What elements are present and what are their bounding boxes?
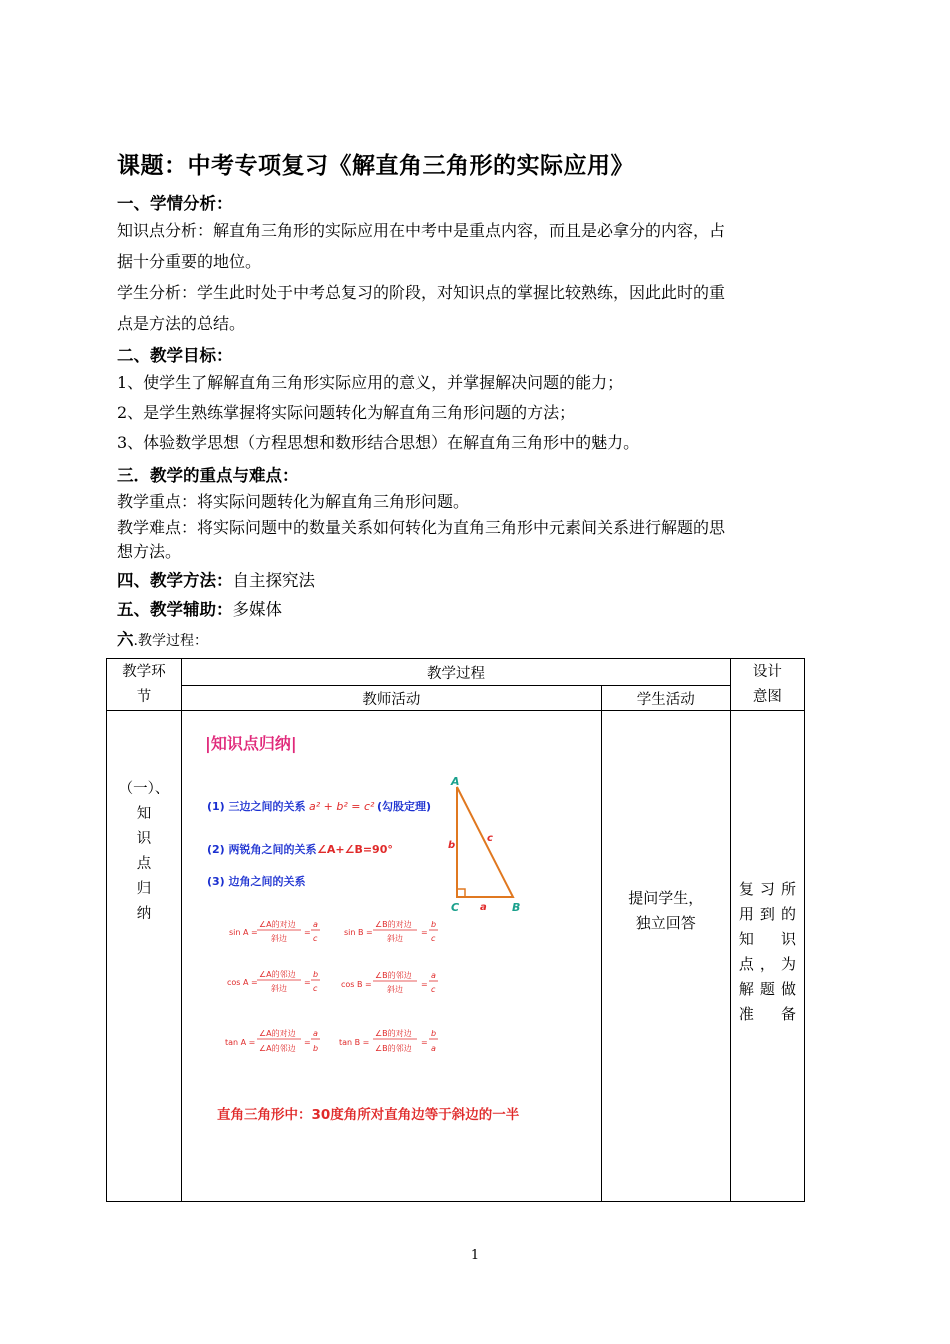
header-stage	[107, 659, 182, 711]
cos-b-frac-den: c	[431, 985, 436, 994]
knowledge-summary-figure	[187, 715, 532, 1135]
objective-3: 3、体验数学思想（方程思想和数形结合思想）在解直角三角形中的魅力。	[117, 433, 640, 452]
sin-b-frac-num: b	[431, 920, 437, 929]
section-5-value: 多媒体	[232, 600, 282, 619]
item-2-formula: ∠A+∠B=90°	[317, 843, 393, 856]
right-triangle	[448, 775, 520, 914]
intent-line: 复习所	[738, 880, 796, 898]
intent-line: 知 识	[738, 930, 796, 948]
item-2-label: (2) 两锐角之间的关系	[207, 843, 317, 856]
page-number: 1	[470, 1248, 480, 1263]
sin-a-numerator: ∠A的对边	[259, 920, 296, 929]
header-stage-line-2: 节	[136, 688, 152, 705]
triangle-shape	[457, 787, 513, 897]
tan-a-formula	[225, 1028, 320, 1053]
trig-ratios	[225, 919, 438, 1053]
header-design-line-2: 意图	[752, 688, 782, 705]
teacher-activity-cell	[182, 711, 602, 1202]
right-angle-mark	[457, 889, 465, 897]
header-design-line-1: 设计	[752, 663, 782, 680]
sin-a-frac-num: a	[313, 920, 318, 929]
design-intent-cell	[730, 711, 804, 1202]
student-activity-line-1: 提问学生，	[628, 889, 704, 907]
intent-line: 点，为	[738, 955, 796, 973]
tan-b-formula	[339, 1028, 438, 1053]
sin-a-formula	[229, 919, 320, 943]
cos-b-lhs: cos B =	[341, 980, 372, 989]
stage-line: 纳	[136, 906, 152, 922]
section-6-heading: 六	[117, 630, 134, 649]
cos-a-frac-den: c	[313, 984, 318, 993]
side-a: a	[480, 902, 487, 913]
header-teacher: 教师活动	[182, 686, 602, 711]
item-1-label: (1) 三边之间的关系	[207, 800, 306, 813]
intent-line: 用到的	[738, 905, 796, 923]
tan-b-frac-num: b	[431, 1029, 437, 1038]
item-1-formula: a² + b² = c²	[309, 800, 375, 813]
cos-b-numerator: ∠B的邻边	[375, 971, 412, 980]
intent-line: 准备	[738, 1005, 796, 1023]
cos-b-denominator: 斜边	[387, 985, 404, 994]
svg-text:=: =	[304, 928, 311, 937]
section-4-value: 自主探究法	[232, 571, 315, 590]
header-student: 学生活动	[601, 686, 730, 711]
stage-cell	[107, 711, 182, 1202]
sin-a-denominator: 斜边	[271, 934, 288, 943]
vertex-a: A	[451, 775, 460, 788]
teaching-process-table	[106, 658, 805, 1202]
tan-b-lhs: tan B =	[339, 1038, 370, 1047]
student-analysis-line-2: 点是方法的总结。	[117, 314, 246, 333]
knowledge-analysis-line-1: 知识点分析：解直角三角形的实际应用在中考中是重点内容，而且是必拿分的内容，占	[117, 221, 726, 240]
sin-b-lhs: sin B =	[344, 928, 373, 937]
stage-line: 点	[136, 856, 152, 872]
section-4-heading: 四、教学方法：	[117, 571, 233, 590]
figure-footer: 直角三角形中：30度角所对直角边等于斜边的一半	[217, 1107, 520, 1123]
objective-1: 1、使学生了解解直角三角形实际应用的意义，并掌握解决问题的能力；	[117, 373, 624, 392]
student-analysis-line-1: 学生分析：学生此时处于中考总复习的阶段，对知识点的掌握比较熟练，因此此时的重	[117, 283, 726, 302]
svg-text:=: =	[304, 1038, 311, 1047]
intent-line: 解题做	[738, 980, 796, 998]
difficulty-line-1: 教学难点：将实际问题中的数量关系如何转化为直角三角形中元素间关系进行解题的思	[117, 518, 726, 537]
section-5-heading: 五、教学辅助：	[117, 600, 233, 619]
student-activity-line-2: 独立回答	[635, 914, 696, 932]
side-b: b	[448, 840, 456, 851]
section-2-heading: 二、教学目标：	[117, 346, 233, 365]
cos-b-frac-num: a	[431, 971, 436, 980]
svg-text:=: =	[304, 978, 311, 987]
vertex-c: C	[451, 901, 460, 914]
cos-a-denominator: 斜边	[271, 984, 288, 993]
tan-a-frac-den: b	[313, 1044, 319, 1053]
svg-text:=: =	[421, 1038, 428, 1047]
header-design	[730, 659, 804, 711]
cos-a-formula	[227, 969, 320, 993]
cos-a-numerator: ∠A的邻边	[259, 970, 296, 979]
cos-a-lhs: cos A =	[227, 978, 258, 987]
section-3-heading: 三．教学的重点与难点：	[117, 466, 299, 485]
stage-line: 识	[136, 831, 152, 847]
stage-line: 知	[136, 806, 152, 822]
stage-line: 归	[136, 881, 152, 897]
section-6	[117, 626, 208, 650]
figure-heading: |知识点归纳|	[205, 734, 297, 753]
section-6-value: .教学过程：	[133, 633, 208, 649]
cos-a-frac-num: b	[313, 970, 319, 979]
knowledge-analysis-line-2: 据十分重要的地位。	[117, 252, 262, 271]
svg-text:=: =	[421, 928, 428, 937]
objective-2: 2、是学生熟练掌握将实际问题转化为解直角三角形问题的方法；	[117, 403, 576, 422]
tan-a-numerator: ∠A的对边	[259, 1029, 296, 1038]
sin-b-frac-den: c	[431, 934, 436, 943]
section-5	[117, 596, 282, 620]
key-point: 教学重点：将实际问题转化为解直角三角形问题。	[117, 492, 470, 511]
sin-b-formula	[344, 919, 438, 943]
tan-a-lhs: tan A =	[225, 1038, 256, 1047]
sin-b-denominator: 斜边	[387, 934, 404, 943]
tan-b-numerator: ∠B的对边	[375, 1029, 412, 1038]
tan-a-denominator: ∠A的邻边	[259, 1044, 296, 1053]
sin-b-numerator: ∠B的对边	[375, 920, 412, 929]
stage-line: （一）、	[118, 781, 170, 797]
header-process: 教学过程	[182, 659, 731, 686]
item-3-label: (3) 边角之间的关系	[207, 875, 306, 888]
page-title: 课题：中考专项复习《解直角三角形的实际应用》	[117, 153, 634, 179]
svg-text:=: =	[421, 980, 428, 989]
tan-b-denominator: ∠B的邻边	[375, 1044, 412, 1053]
item-1-note: (勾股定理)	[377, 800, 432, 813]
sin-a-frac-den: c	[313, 934, 318, 943]
section-1-heading: 一、学情分析：	[117, 194, 233, 213]
tan-b-frac-den: a	[431, 1044, 436, 1053]
sin-a-lhs: sin A =	[229, 928, 258, 937]
cos-b-formula	[341, 970, 438, 994]
header-stage-line-1: 教学环	[122, 663, 166, 680]
side-c: c	[487, 833, 494, 844]
section-4	[117, 567, 315, 591]
student-activity-cell	[601, 711, 730, 1202]
vertex-b: B	[512, 901, 521, 914]
difficulty-line-2: 想方法。	[117, 542, 182, 561]
tan-a-frac-num: a	[313, 1029, 318, 1038]
